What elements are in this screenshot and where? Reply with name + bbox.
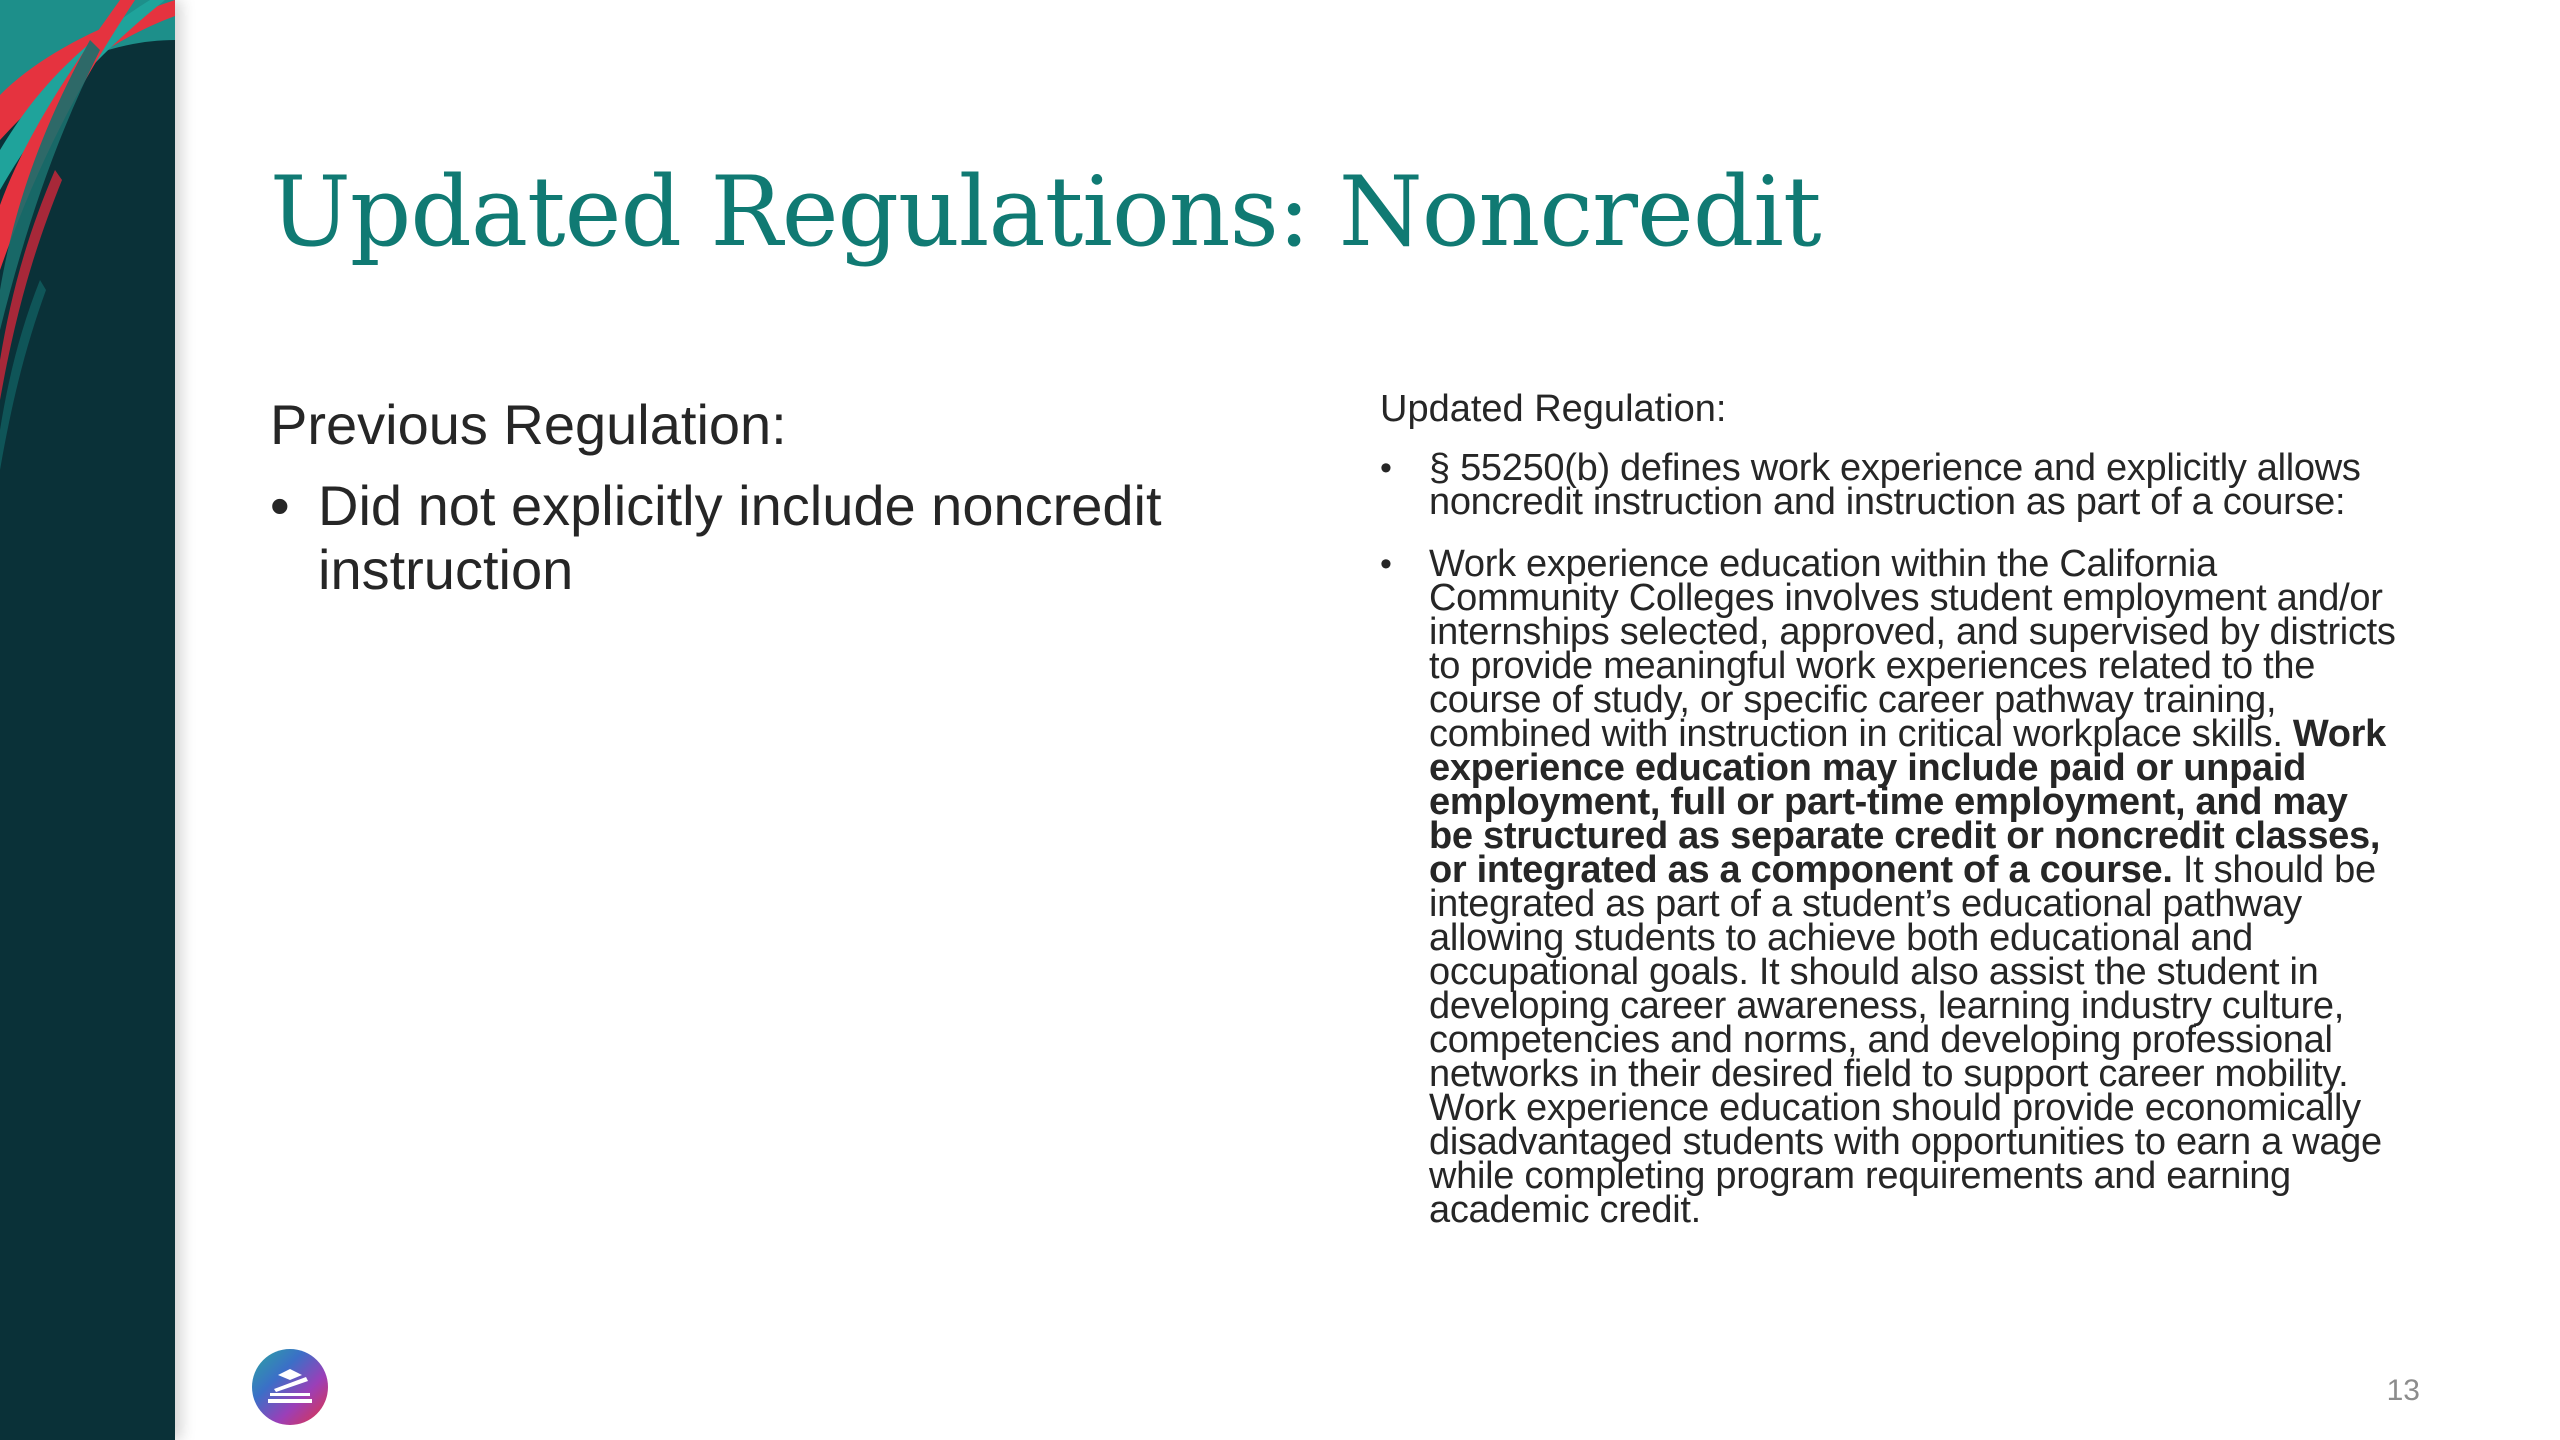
previous-regulation-heading: Previous Regulation:	[270, 393, 787, 456]
bullet-icon: •	[270, 474, 290, 537]
bullet-text-end: It should be integrated as part of a student’s educational pathway allowing students to achieve both educational and occupational goals. It should also assist the student in developing career awareness, learning industry culture, competencies and norms, and developing professional networks in their desired field to support career mobility. Work experience education should provide economically disadvantaged students with opportunities to earn a wage while completing program requirements and earning academic credit.	[1429, 849, 2382, 1231]
previous-regulation-column	[270, 390, 1270, 602]
updated-regulation-heading: Updated Regulation:	[1380, 388, 1727, 430]
list-item	[270, 474, 1270, 602]
list-item	[1380, 543, 2400, 1231]
bullet-icon: •	[1380, 545, 1392, 583]
updated-regulation-column	[1380, 385, 2400, 1255]
bullet-icon: •	[1380, 449, 1392, 487]
bullet-text: § 55250(b) defines work experience and explicitly allows noncredit instruction and instruction as part of a course:	[1429, 447, 2361, 523]
sidebar-ribbons-icon	[0, 0, 175, 1440]
bullet-text-bold: Work experience education may include paid or unpaid employment, full or part-time employment, and may be structured as separate credit or noncredit classes, or integrated as a component of a course.	[1429, 713, 2386, 891]
slide-title: Updated Regulations: Noncredit	[270, 156, 1821, 268]
bullet-text: Did not explicitly include noncredit instruction	[318, 474, 1162, 601]
bullet-text-start: Work experience education within the California Community Colleges involves student employment and/or internships selected, approved, and supervised by districts to provide meaningful work experiences related to the course of study, or specific career pathway training, combined with instruction in critical workplace skills.	[1429, 543, 2396, 755]
decorative-sidebar	[0, 0, 175, 1440]
page-number: 13	[2386, 1374, 2420, 1407]
college-logo-icon	[250, 1347, 330, 1427]
list-item	[1380, 447, 2400, 523]
